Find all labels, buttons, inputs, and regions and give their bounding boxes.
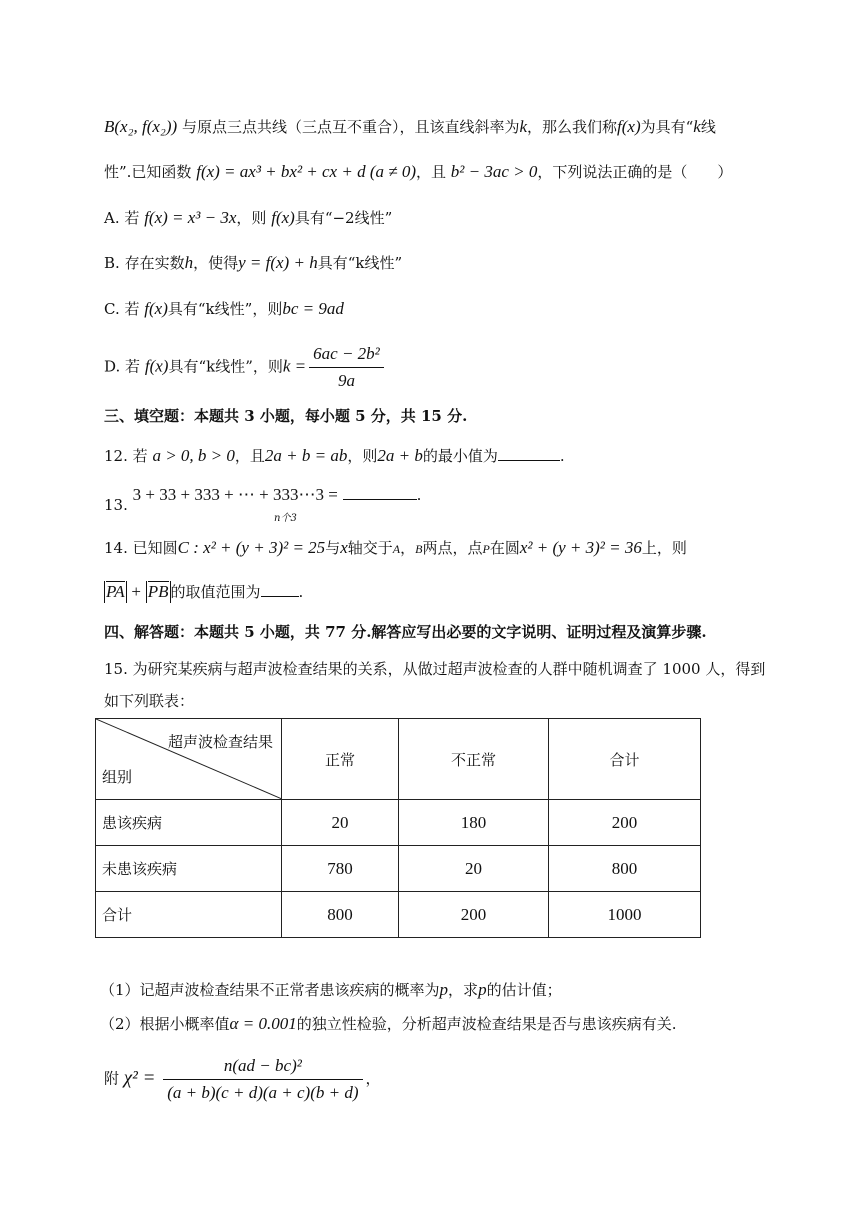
p-symbol: p bbox=[439, 980, 449, 999]
series-expression: 3 + 33 + 333 + ⋯ + 333⋯3 = bbox=[132, 485, 338, 504]
punctuation: . bbox=[416, 486, 422, 504]
question-15-line-2: 如下列联表： bbox=[104, 692, 195, 710]
table-cell: 20 bbox=[282, 800, 399, 846]
point-A: A bbox=[392, 542, 401, 556]
option-text: 存在实数 bbox=[124, 254, 185, 272]
h-symbol: h bbox=[184, 253, 194, 272]
point-P: P bbox=[482, 542, 490, 556]
point-B: B(x₂, f(x₂)) bbox=[104, 117, 178, 136]
intro-text: 为具有“ bbox=[640, 118, 694, 136]
punctuation: ， bbox=[365, 1069, 381, 1088]
fx-symbol: f(x) bbox=[144, 356, 169, 376]
question-14-line-2 bbox=[104, 581, 303, 603]
point-B: B bbox=[415, 542, 423, 556]
option-a bbox=[104, 207, 392, 229]
table-cell: 780 bbox=[282, 846, 399, 892]
sub-question-text: ，求 bbox=[448, 981, 479, 999]
fraction-denominator: (a + b)(c + d)(a + c)(b + d) bbox=[167, 1083, 359, 1102]
option-text: ，使得 bbox=[193, 254, 239, 272]
option-b bbox=[104, 252, 402, 274]
function-definition: f(x) = ax³ + bx² + cx + d (a ≠ 0) bbox=[196, 162, 416, 181]
question-number: 12. bbox=[104, 447, 128, 465]
option-label: B. bbox=[104, 254, 120, 272]
k-equals: k = bbox=[282, 356, 307, 376]
option-c bbox=[104, 298, 344, 320]
sub-question-text: 的独立性检验，分析超声波检查结果是否与患该疾病有关. bbox=[296, 1015, 677, 1033]
question-text: 两点，点 bbox=[422, 539, 483, 557]
question-text: 上，则 bbox=[641, 539, 687, 557]
table-cell: 180 bbox=[399, 800, 549, 846]
plus-sign: + bbox=[131, 582, 141, 601]
answer-blank[interactable] bbox=[261, 582, 299, 597]
corner-top-label: 超声波检查结果 bbox=[167, 733, 273, 751]
row-label: 合计 bbox=[96, 892, 282, 938]
table-cell: 1000 bbox=[549, 892, 701, 938]
table-cell: 800 bbox=[282, 892, 399, 938]
table-header: 合计 bbox=[549, 719, 701, 800]
table-cell: 200 bbox=[399, 892, 549, 938]
punctuation: . bbox=[298, 583, 304, 601]
intro-text: ，下列说法正确的是（ ） bbox=[537, 163, 733, 181]
fraction-numerator: 6ac − 2b² bbox=[309, 343, 384, 368]
question-text: 轴交于 bbox=[347, 539, 393, 557]
intro-text: 与原点三点共线（三点互不重合），且该直线斜率为 bbox=[181, 118, 520, 136]
fx-symbol: f(x) bbox=[271, 208, 295, 227]
condition: a > 0, b > 0 bbox=[152, 446, 235, 465]
table-header: 正常 bbox=[282, 719, 399, 800]
circle-equation-2: x² + (y + 3)² = 36 bbox=[519, 538, 642, 557]
chi-square-fraction bbox=[163, 1055, 362, 1104]
question-text: 若 bbox=[132, 447, 148, 465]
option-d bbox=[104, 343, 387, 392]
table-row bbox=[96, 846, 701, 892]
x-symbol: x bbox=[340, 538, 348, 557]
expression: 2a + b bbox=[377, 446, 423, 465]
sub-question-text: （1）记超声波检查结果不正常者患该疾病的概率为 bbox=[100, 981, 440, 999]
intro-line-1 bbox=[104, 116, 716, 138]
sub-question-2 bbox=[100, 1013, 676, 1035]
k-symbol: k bbox=[519, 117, 528, 136]
answer-blank[interactable] bbox=[498, 446, 560, 461]
sub-question-text: 的估计值； bbox=[486, 981, 562, 999]
table-corner-cell bbox=[96, 719, 282, 800]
table-cell: 800 bbox=[549, 846, 701, 892]
chi-square-formula bbox=[104, 1055, 381, 1104]
question-text: ，且 bbox=[234, 447, 265, 465]
option-label: D. bbox=[104, 357, 121, 376]
intro-text: 线 bbox=[700, 118, 716, 136]
question-13 bbox=[104, 484, 422, 524]
formula-prefix: 附 bbox=[104, 1069, 120, 1088]
vector-PA-abs bbox=[104, 581, 127, 603]
table-row bbox=[96, 800, 701, 846]
option-formula: f(x) = x³ − 3x bbox=[144, 208, 237, 227]
chi-square-symbol: χ² = bbox=[123, 1067, 156, 1089]
question-text: 与 bbox=[325, 539, 341, 557]
option-text: 若 bbox=[125, 357, 141, 376]
question-text: ，则 bbox=[347, 447, 378, 465]
table-cell: 20 bbox=[399, 846, 549, 892]
question-12 bbox=[104, 445, 565, 467]
contingency-table bbox=[95, 718, 701, 938]
option-text: 具有“k线性”，则 bbox=[168, 357, 283, 376]
option-text: 若 bbox=[124, 209, 140, 227]
fx-symbol: f(x) bbox=[617, 117, 641, 136]
circle-equation: C : x² + (y + 3)² = 25 bbox=[177, 538, 326, 557]
option-formula: y = f(x) + h bbox=[238, 253, 318, 272]
intro-text: ，且 bbox=[415, 163, 446, 181]
vector-PB: PB bbox=[147, 582, 169, 601]
k-fraction bbox=[309, 343, 384, 392]
option-label: A. bbox=[104, 209, 120, 227]
section-3-title: 三、填空题：本题共 3 小题，每小题 5 分，共 15 分. bbox=[104, 407, 468, 425]
question-text: 已知圆 bbox=[132, 539, 178, 557]
equation: 2a + b = ab bbox=[264, 446, 348, 465]
question-15-line-1: 15. 为研究某疾病与超声波检查结果的关系，从做过超声波检查的人群中随机调查了 1000 人，得到 bbox=[104, 660, 766, 678]
option-text: ，则 bbox=[236, 209, 267, 227]
fx-symbol: f(x) bbox=[144, 299, 168, 318]
question-text: ， bbox=[400, 539, 416, 557]
option-formula: bc = 9ad bbox=[282, 299, 344, 318]
fraction-numerator: n(ad − bc)² bbox=[163, 1055, 362, 1080]
intro-line-2 bbox=[104, 161, 732, 183]
sub-question-text: （2）根据小概率值 bbox=[100, 1015, 230, 1033]
answer-blank[interactable] bbox=[343, 485, 417, 500]
question-number: 13. bbox=[104, 496, 128, 514]
question-text: 在圆 bbox=[489, 539, 520, 557]
sub-question-1 bbox=[100, 979, 562, 1001]
row-label: 未患该疾病 bbox=[96, 846, 282, 892]
question-text: 的取值范围为 bbox=[170, 583, 261, 601]
option-text: 具有“−2线性” bbox=[294, 209, 393, 227]
option-label: C. bbox=[104, 300, 120, 318]
option-text: 具有“k线性”，则 bbox=[167, 300, 283, 318]
punctuation: . bbox=[559, 447, 565, 465]
table-header: 不正常 bbox=[399, 719, 549, 800]
row-label: 患该疾病 bbox=[96, 800, 282, 846]
option-text: 具有“k线性” bbox=[317, 254, 403, 272]
table-header-row bbox=[96, 719, 701, 800]
fraction-denominator: 9a bbox=[337, 371, 355, 390]
underbrace-label: n个3 bbox=[274, 513, 297, 524]
vector-PA: PA bbox=[106, 582, 125, 601]
table-cell: 200 bbox=[549, 800, 701, 846]
question-14-line-1 bbox=[104, 537, 687, 560]
question-text: 的最小值为 bbox=[422, 447, 498, 465]
question-number: 14. bbox=[104, 539, 128, 557]
corner-bottom-label: 组别 bbox=[102, 768, 133, 786]
condition: b² − 3ac > 0 bbox=[450, 162, 538, 181]
vector-PB-abs bbox=[146, 581, 171, 603]
table-row bbox=[96, 892, 701, 938]
intro-text: ，那么我们称 bbox=[527, 118, 618, 136]
p-symbol: p bbox=[478, 980, 487, 999]
k-symbol: k bbox=[693, 117, 701, 136]
option-text: 若 bbox=[124, 300, 140, 318]
intro-text: 性”.已知函数 bbox=[104, 163, 192, 181]
section-4-title: 四、解答题：本题共 5 小题，共 77 分.解答应写出必要的文字说明、证明过程及演算步骤. bbox=[104, 623, 707, 641]
alpha-value: α = 0.001 bbox=[229, 1014, 297, 1033]
